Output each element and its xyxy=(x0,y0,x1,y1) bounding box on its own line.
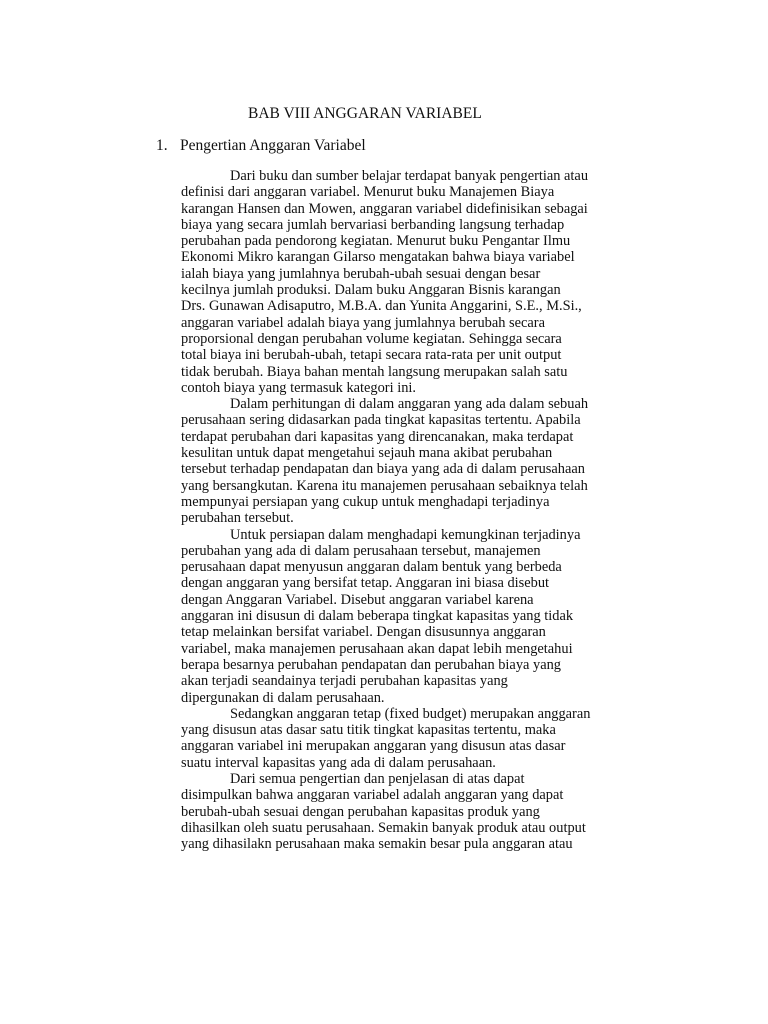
text-line: dengan anggaran yang bersifat tetap. Anggaran ini biasa disebut xyxy=(181,575,550,592)
chapter-title: BAB VIII ANGGARAN VARIABEL xyxy=(248,105,482,122)
text-line: perubahan pada pendorong kegiatan. Menurut buku Pengantar Ilmu xyxy=(181,233,571,250)
text-line: berubah-ubah sesuai dengan perubahan kapasitas produk yang xyxy=(181,803,540,820)
text-line: tidak berubah. Biaya bahan mentah langsung merupakan salah satu xyxy=(181,363,568,380)
text-line: anggaran variabel ini merupakan anggaran yang disusun atas dasar xyxy=(181,738,566,755)
text-line: dipergunakan di dalam perusahaan. xyxy=(181,689,385,706)
text-line: mempunyai persiapan yang cukup untuk menghadapi terjadinya xyxy=(181,493,550,510)
text-line: Drs. Gunawan Adisaputro, M.B.A. dan Yunita Anggarini, S.E., M.Si., xyxy=(181,298,582,315)
text-line: contoh biaya yang termasuk kategori ini. xyxy=(181,379,416,396)
section-heading xyxy=(156,136,366,156)
text-line: disimpulkan bahwa anggaran variabel adalah anggaran yang dapat xyxy=(181,787,564,804)
text-line: terdapat perubahan dari kapasitas yang direncanakan, maka terdapat xyxy=(181,428,574,445)
text-line: ialah biaya yang jumlahnya berubah-ubah sesuai dengan besar xyxy=(181,265,541,282)
text-line: biaya yang secara jumlah bervariasi berbanding langsung terhadap xyxy=(181,216,565,233)
text-line: kesulitan untuk dapat mengetahui sejauh mana akibat perubahan xyxy=(181,445,553,462)
text-line: karangan Hansen dan Mowen, anggaran variabel didefinisikan sebagai xyxy=(181,200,588,217)
text-line: perusahaan dapat menyusun anggaran dalam bentuk yang berbeda xyxy=(181,559,562,576)
text-line: tersebut terhadap pendapatan dan biaya yang ada di dalam perusahaan xyxy=(181,461,585,478)
text-line: tetap melainkan bersifat variabel. Dengan disusunnya anggaran xyxy=(181,624,546,641)
text-line: Dalam perhitungan di dalam anggaran yang ada dalam sebuah xyxy=(230,396,589,413)
text-line: Dari semua pengertian dan penjelasan di atas dapat xyxy=(230,770,525,787)
text-line: dihasilkan oleh suatu perusahaan. Semakin banyak produk atau output xyxy=(181,819,586,836)
text-line: perusahaan sering didasarkan pada tingkat kapasitas tertentu. Apabila xyxy=(181,412,581,429)
text-line: anggaran variabel adalah biaya yang jumlahnya berubah secara xyxy=(181,314,545,331)
text-line: proporsional dengan perubahan volume kegiatan. Sehingga secara xyxy=(181,330,562,347)
text-line: variabel, maka manajemen perusahaan akan dapat lebih mengetahui xyxy=(181,640,573,657)
text-line: definisi dari anggaran variabel. Menurut buku Manajemen Biaya xyxy=(181,184,555,201)
text-line: dengan Anggaran Variabel. Disebut anggaran variabel karena xyxy=(181,591,534,608)
text-line: akan terjadi seandainya terjadi perubahan kapasitas yang xyxy=(181,673,508,690)
section-title: Pengertian Anggaran Variabel xyxy=(180,137,366,154)
text-line: yang bersangkutan. Karena itu manajemen perusahaan sebaiknya telah xyxy=(181,477,588,494)
text-line: kecilnya jumlah produksi. Dalam buku Anggaran Bisnis karangan xyxy=(181,282,561,299)
text-line: anggaran ini disusun di dalam beberapa tingkat kapasitas yang tidak xyxy=(181,608,574,625)
text-line: Ekonomi Mikro karangan Gilarso mengatakan bahwa biaya variabel xyxy=(181,249,575,266)
text-line: perubahan tersebut. xyxy=(181,510,294,527)
text-line: total biaya ini berubah-ubah, tetapi secara rata-rata per unit output xyxy=(181,347,562,364)
text-line: Dari buku dan sumber belajar terdapat banyak pengertian atau xyxy=(230,168,589,184)
text-line: yang dihasilakn perusahaan maka semakin besar pula anggaran atau xyxy=(181,836,573,853)
text-line: yang disusun atas dasar satu titik tingkat kapasitas tertentu, maka xyxy=(181,722,556,739)
text-line: Untuk persiapan dalam menghadapi kemungkinan terjadinya xyxy=(230,526,581,543)
section-number: 1. xyxy=(156,137,168,154)
text-line: Sedangkan anggaran tetap (fixed budget) merupakan anggaran xyxy=(230,705,591,722)
text-line: perubahan yang ada di dalam perusahaan tersebut, manajemen xyxy=(181,542,541,559)
text-line: suatu interval kapasitas yang ada di dalam perusahaan. xyxy=(181,754,496,771)
body-text xyxy=(181,168,621,852)
text-line: berapa besarnya perubahan pendapatan dan perubahan biaya yang xyxy=(181,656,561,673)
